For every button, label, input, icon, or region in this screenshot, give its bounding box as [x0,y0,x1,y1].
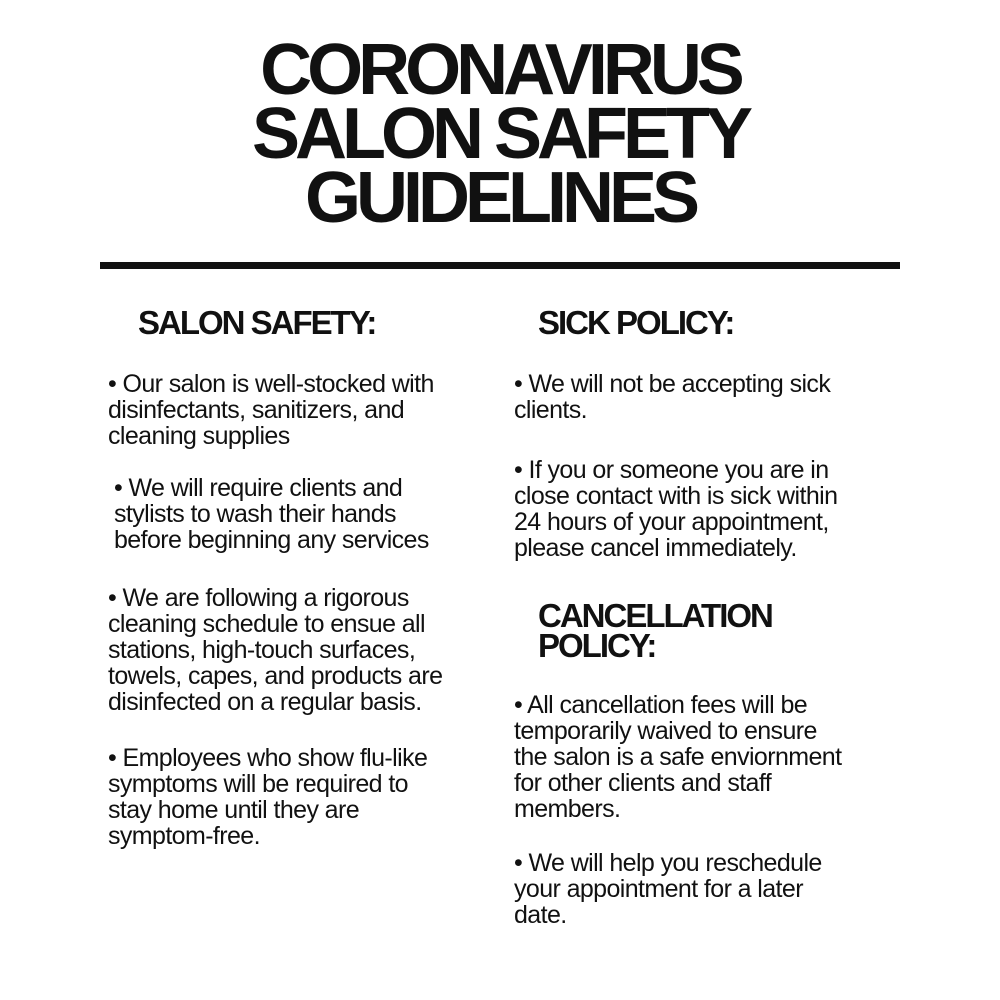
page-title [0,30,1000,238]
cancellation-policy-item-2 [514,850,822,928]
line: for other clients and staff [514,769,772,797]
line: symptoms will be required to [108,770,408,798]
line: your appointment for a later [514,875,803,903]
line: • If you or someone you are in [514,456,829,484]
salon-safety-heading [138,304,376,341]
line: • We will require clients and [114,474,403,502]
line: members. [514,795,621,823]
line: stations, high-touch surfaces, [108,636,416,664]
salon-safety-heading-text: SALON SAFETY: [138,304,376,341]
line: • Employees who show flu-like [108,744,428,772]
line: disinfected on a regular basis. [108,688,422,716]
line: • We will not be accepting sick [514,370,831,398]
line: 24 hours of your appointment, [514,508,829,536]
line: temporarily waived to ensure [514,717,817,745]
line: before beginning any services [114,526,429,554]
heading-line: POLICY: [538,627,656,664]
title-line: GUIDELINES [304,158,696,238]
line: disinfectants, sanitizers, and [108,396,405,424]
line: close contact with is sick within [514,482,838,510]
salon-safety-item-4 [108,745,427,849]
salon-safety-item-2 [114,475,429,553]
line: towels, capes, and products are [108,662,443,690]
line: symptom-free. [108,822,260,850]
line: cleaning schedule to ensue all [108,610,425,638]
line: stay home until they are [108,796,360,824]
sick-policy-heading [538,304,734,341]
title-line: SALON SAFETY [251,94,749,174]
line: cleaning supplies [108,422,290,450]
cancellation-policy-heading [538,597,772,664]
line: the salon is a safe enviornment [514,743,842,771]
salon-safety-item-3 [108,585,442,715]
title-line: CORONAVIRUS [260,30,740,110]
line: clients. [514,396,588,424]
sick-policy-item-2 [514,457,837,561]
sick-policy-heading-text: SICK POLICY: [538,304,734,341]
line: • We are following a rigorous [108,584,409,612]
line: • All cancellation fees will be [514,691,808,719]
line: stylists to wash their hands [114,500,396,528]
cancellation-policy-item-1 [514,692,841,822]
sick-policy-item-1 [514,371,830,423]
heading-line: CANCELLATION [538,597,772,634]
line: please cancel immediately. [514,534,797,562]
title-divider [100,262,900,269]
salon-safety-item-1 [108,371,434,449]
line: • We will help you reschedule [514,849,822,877]
line: • Our salon is well-stocked with [108,370,434,398]
line: date. [514,901,567,929]
